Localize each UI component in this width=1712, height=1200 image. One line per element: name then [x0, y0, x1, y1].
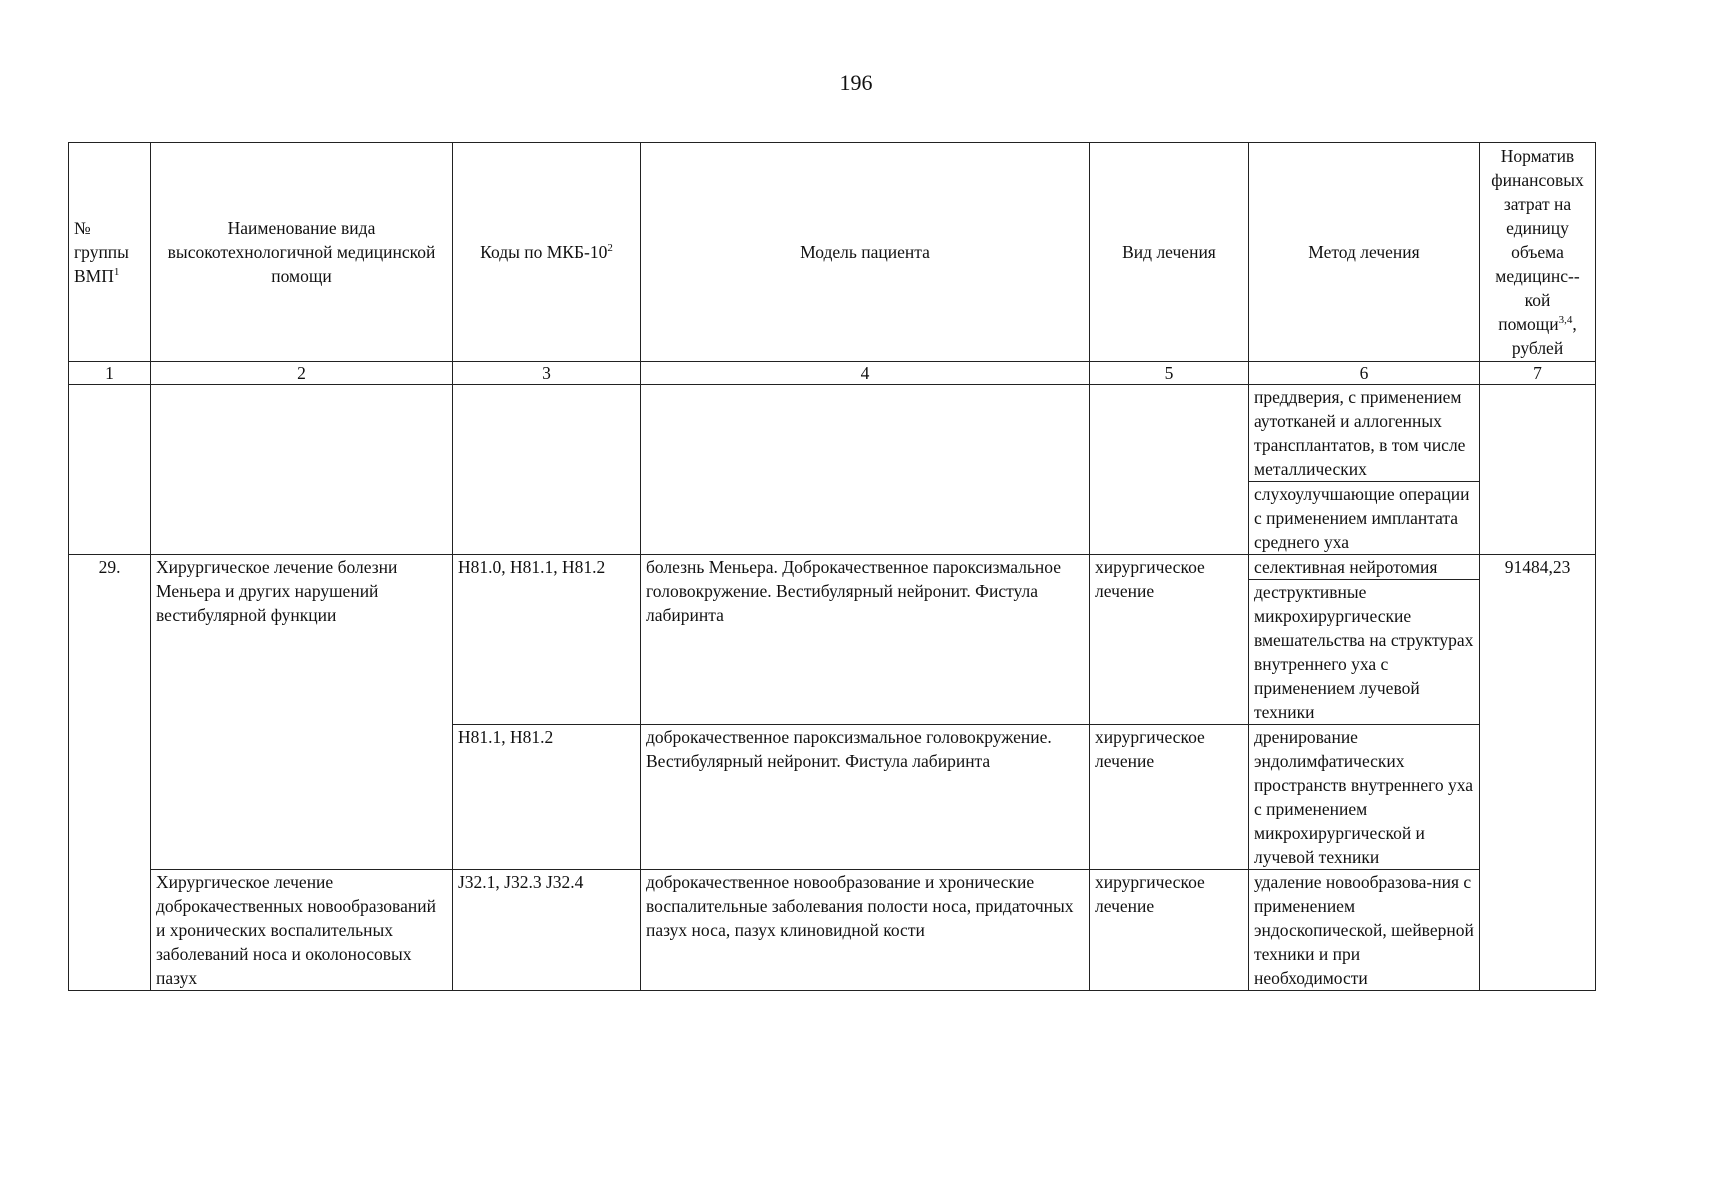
column-number: 1	[69, 362, 151, 385]
method-cell: дренирование эндолимфатических пространств внутреннего уха с применением микрохирургической и лучевой техники	[1249, 725, 1480, 870]
cell-empty	[69, 385, 151, 555]
header-treatment-type: Вид лечения	[1090, 143, 1249, 362]
cell-empty	[453, 385, 641, 555]
table-row	[69, 870, 1596, 991]
treatment-type-cell: хирургическое лечение	[1090, 555, 1249, 725]
treatment-type-cell: хирургическое лечение	[1090, 870, 1249, 991]
method-cell: деструктивные микрохирургические вмешательства на структурах внутреннего уха с применением лучевой техники	[1249, 580, 1480, 725]
header-group-number: № группы ВМП$^1$	[69, 143, 151, 362]
method-cell: селективная нейротомия	[1249, 555, 1480, 580]
table-row	[69, 555, 1596, 580]
header-row	[69, 143, 1596, 362]
header-icd-codes: Коды по МКБ-$10^2$	[453, 143, 641, 362]
column-number: 3	[453, 362, 641, 385]
method-cell: преддверия, с применением аутотканей и аллогенных трансплантатов, в том числе металлических	[1249, 385, 1480, 482]
header-patient-model: Модель пациента	[641, 143, 1090, 362]
icd-codes-cell: H81.1, H81.2	[453, 725, 641, 870]
cell-empty	[1480, 385, 1596, 555]
vmp-table	[68, 142, 1596, 991]
column-number: 2	[151, 362, 453, 385]
icd-codes-cell: J32.1, J32.3 J32.4	[453, 870, 641, 991]
patient-model-cell: доброкачественное новообразование и хронические воспалительные заболевания полости носа, придаточных пазух носа, пазух клиновидной кости	[641, 870, 1090, 991]
column-number: 5	[1090, 362, 1249, 385]
header-care-type: Наименование вида высокотехнологичной медицинской помощи	[151, 143, 453, 362]
header-treatment-method: Метод лечения	[1249, 143, 1480, 362]
cell-empty	[641, 385, 1090, 555]
cell-empty	[1090, 385, 1249, 555]
patient-model-cell: доброкачественное пароксизмальное головокружение. Вестибулярный нейронит. Фистула лабиринта	[641, 725, 1090, 870]
column-number: 4	[641, 362, 1090, 385]
cost-cell: 91484,23	[1480, 555, 1596, 991]
table-row	[69, 385, 1596, 482]
method-cell: слухоулучшающие операции с применением имплантата среднего уха	[1249, 482, 1480, 555]
group-number: 29.	[69, 555, 151, 991]
care-type-cell: Хирургическое лечение болезни Меньера и других нарушений вестибулярной функции	[151, 555, 453, 870]
column-number-row	[69, 362, 1596, 385]
treatment-type-cell: хирургическое лечение	[1090, 725, 1249, 870]
column-number: 6	[1249, 362, 1480, 385]
icd-codes-cell: H81.0, H81.1, H81.2	[453, 555, 641, 725]
method-cell: удаление новообразова-ния с применением эндоскопической, шейверной техники и при необходимости	[1249, 870, 1480, 991]
patient-model-cell: болезнь Меньера. Доброкачественное пароксизмальное головокружение. Вестибулярный нейронит. Фистула лабиринта	[641, 555, 1090, 725]
page-number: 196	[839, 70, 873, 95]
cell-empty	[151, 385, 453, 555]
header-cost-standard: Норматив финансовых затрат на единицу объема медицинс--кой помощи$^{3,4}$, рублей	[1480, 143, 1596, 362]
care-type-cell: Хирургическое лечение доброкачественных новообразований и хронических воспалительных заболеваний носа и околоносовых пазух	[151, 870, 453, 991]
column-number: 7	[1480, 362, 1596, 385]
